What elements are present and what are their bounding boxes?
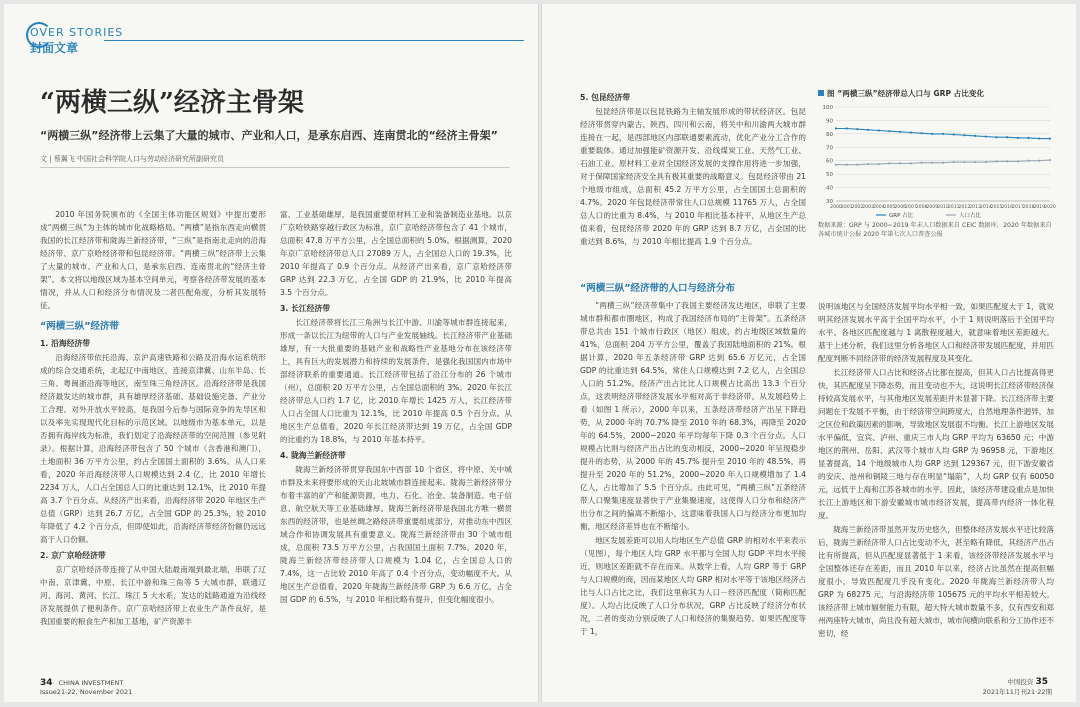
matching-paragraph: 说明该地区与全国经济发展平均水平相一致，如果匹配度大于 1，就说明其经济发展水平高于全国平均水平，小于 1 则说明落后于全国平均水平。各地区匹配度越与 1 离散程度越大，就意味着地区差距越大。基于上述分析，我们这里分析各地区人口和经济带发展匹配度，并用匹配度判断不同经济带的经济发展程度及其变化。 [818, 302, 1054, 363]
y-tick-label: 100 [822, 105, 833, 111]
data-point [942, 162, 944, 164]
left-column-2 [280, 208, 512, 607]
right-column-3 [818, 300, 1054, 641]
byline-divider [40, 167, 510, 168]
brand-english: OVER STORIES [30, 26, 124, 39]
data-point [910, 162, 912, 164]
data-point [985, 161, 987, 163]
distribution-paragraph-2: 地区发展差距可以用人均地区生产总值 GRP 的相对水平来表示（见图），每个地区人均 GRP 水平都与全国人均 GDP 平均水平接近，则地区差距就不存在而来。从数学上看，人均 GRP 等于 GRP 与人口规模的商，因而某地区人均 GRP 相对水平等于该地区经济占比与人口占比之比，我们这里称其为人口－经济匹配度（简称匹配度）。人均占比反映了人口分布状况，GRP 占比反映了经济分布状况，二者的变动分别反映了人口和经济的集聚趋势。如果匹配度等于 1， [580, 536, 806, 636]
data-point [888, 130, 890, 132]
data-point [835, 164, 837, 166]
x-tick-label: 2018 [1022, 205, 1035, 210]
subheading-baokun: 5. 包昆经济带 [580, 93, 631, 102]
data-point [921, 132, 923, 134]
left-magazine-name: CHINA INVESTMENT [58, 679, 124, 687]
x-tick-label: 2015 [990, 205, 1003, 210]
data-point [931, 133, 933, 135]
data-point [1049, 137, 1051, 139]
x-tick-label: 2002 [851, 205, 864, 210]
data-point [888, 162, 890, 164]
article-byline: 文 | 蔡翼飞 中国社会科学院人口与劳动经济研究所副研究员 [40, 155, 225, 163]
left-page-number: 34 [40, 678, 53, 688]
baokun-paragraph: 包昆经济带是以包昆铁路为主轴发展形成的带状经济区。包昆经济带贯穿内蒙古、陕西、四川和云南，将关中和川渝两大城市群连接在一起，是西部地区内部联通要素流动，优化产业分工合作的重要载体。通过加强能矿资源开发、沿线煤炭工业、天然气工业、石油工业、原材料工业对全国经济发展的支撑作用将进一步加强，对于保障国家经济安全具有极其重要的战略意义。包昆经济带由 21 个地级市组成，总面积 45.2 万平方公里，占全国国土总面积的 4.7%。2020 年包昆经济带常住人口总规模 11765 万人，占全国总人口的比重为 8.4%，与 2010 年相比基本持平，从地区生产总值来看，包昆经济带 2020 年的 GRP 达到 8.7 万亿，占全国的比重达到 8.6%，与 2010 年相比提高 1.9 个百分点。 [580, 107, 806, 246]
x-tick-label: 2007 [905, 205, 917, 210]
subheading-jingguang: 2. 京广京哈经济带 [40, 551, 106, 560]
data-point [931, 162, 933, 164]
longhai-paragraph: 陇海兰新经济带贯穿我国东中西部 10 个省区，将中原、关中城市群及未来将要形成的天山北坡城市群连接起来。陇海兰新经济带分布着丰富的矿产和能源资源，电力、石化、冶金、装备制造、电子信息、航空航天等工业基础雄厚。陇海兰新经济带是我国北方唯一横贯东西的经济带，也是丝绸之路经济带重要组成部分，对推动东中西区域合作和协调发展具有重要意义。陇海兰新经济带由 30 个城市组成，总面积 73.5 万平方公里，占我国国土面积 7.7%。2020 年，陇海兰新经济带经济带人口规模为 1.04 亿，占全国总人口的 7.4%，这一占比较 2010 年高了 0.4 个百分点，变动幅度不大。从地区生产总值看，2020 年陇海兰新经济带 GRP 为 6.6 万亿，占全国 GDP 的 6.5%，与 2010 年相比略有提升，但变化幅度很小。 [280, 465, 512, 604]
y-tick-label: 70 [826, 145, 833, 152]
x-tick-label: 2013 [969, 205, 981, 210]
figure-title [818, 88, 1054, 99]
right-page-number: 35 [1035, 677, 1048, 687]
subheading-longhai: 4. 陇海兰新经济带 [280, 451, 346, 460]
data-point [856, 128, 858, 130]
x-tick-label: 2004 [872, 205, 885, 210]
distribution-paragraph-1: “两横三纵”经济带集中了我国主要经济发达地区，串联了主要城市群和都市圈地区，构成了我国经济布局的“主骨架”。五条经济带总共由 151 个城市行政区（地区）组成，约占地级区域数量的 41%，总面积 204 万平方公里，覆盖了我国陆地面积的 21%。根据计算，2020 年五条经济带 GRP 达到 65.6 万亿元，占全国 GDP 的比重达到 64.5%，常住人口规模达到 7.2 亿人，占全国总人口的 51.2%。经济产出占比比人口规模占比高出 13.3 个百分点，这表明经济带经济发展水平相对高于非经济带。从发展趋势上看（如图 1 所示），2000 年以来，五条经济带经济产出呈下降趋势，从 2000 年的 70.7% 降至 2010 年的 68.3%，再降至 2020 年的 64.5%，2000~2020 年平均每年下降 0.3 个百分点。人口规模占比则与经济产出占比的变动相反，2000~2020 年呈现稳步提升的态势，从 2000 年的 45.7% 提升至 2010 年的 48.5%，再提升至 2020 年的 51.2%，2000~2020 年人口规模增加了 1.4 亿人，占比增加了 5.5 个百分点。由此可见，“两横三纵”五条经济带人口聚集速度显著快于产业集聚速度，这使得人口分布和经济产出分布之间的偏离不断缩小，这意味着我国人口与经济分布更加均衡，地区经济差异也在不断缩小。 [580, 301, 806, 531]
x-tick-label: 2000 [830, 205, 842, 210]
data-point [835, 127, 837, 129]
x-tick-label: 2006 [894, 205, 907, 210]
brand-chinese: 封面文章 [30, 41, 79, 55]
right-page [542, 4, 1076, 702]
subheading-yangtze: 3. 长江经济带 [280, 304, 331, 313]
figure [818, 88, 1054, 239]
data-point [846, 164, 848, 166]
data-point [867, 129, 869, 131]
figure-title-text: 图 “两横三纵”经济带总人口与 GRP 占比变化 [827, 89, 985, 98]
data-point [899, 162, 901, 164]
data-point [963, 161, 965, 163]
article-title: “两横三纵”经济主骨架 [40, 88, 304, 118]
data-point [1028, 137, 1030, 139]
data-point [856, 164, 858, 166]
intro-paragraph: 2010 年国务院颁布的《全国主体功能区规划》中提出要形成“两横三纵”为主体的城市化战略格局。“两横”是指东西走向横贯我国的长江经济带和陇海兰新经济带，“三纵”是指南北走向的沿海经济带、京广京哈经济带和包昆经济带。“两横三纵”经济带上云集了大量的城市、产业和人口，是承东启西、连南贯北的“经济主骨架”。本文将以地级区域为基本空间单元，考察各经济带发展的基本情况，并从人口和经济分布情况及二者匹配角度，分析其发展特征。 [40, 210, 266, 310]
section-heading-belts: “两横三纵”经济带 [40, 321, 119, 332]
left-page [4, 4, 538, 702]
x-tick-label: 2019 [1033, 205, 1046, 210]
data-point [899, 131, 901, 133]
data-point [963, 134, 965, 136]
data-point [1017, 137, 1019, 139]
x-tick-label: 2017 [1012, 205, 1024, 210]
data-point [974, 135, 976, 137]
data-point [878, 163, 880, 165]
y-tick-label: 80 [826, 131, 833, 138]
figure-marker-icon [818, 90, 824, 96]
longhai-analysis-paragraph: 陇海兰新经济带虽然开发历史悠久，但整体经济发展水平还比较落后，陇海兰新经济带人口占比变动不大，甚至略有降低，其经济产出占比有所提高，但从匹配度显著低于 1 来看，该经济带经济发展水平与全国整体还存在差距，而且 2010 年以来，经济占比虽然在提高但幅度很小，导致匹配度几乎没有变化。2020 年陇海兰新经济带人均 GRP 为 68275 元，与沿海经济带 105675 元的平均水平相差较大。该经济带上城市辐射能力有限，超大特大城市数量不多，仅有西安和郑州两座特大城市，尚且没有超大城市，城市间横向联系和分工协作还不密切，经 [818, 525, 1054, 638]
left-issue: Issue21-22, November 2021 [40, 688, 133, 696]
jingguang-paragraph: 京广京哈经济带连接了从中国大陆最南端到最北端，串联了辽中南、京津冀、中原、长江中游和珠三角等 5 大城市群，联通辽河、海河、黄河、长江、珠江 5 大水系，发达的陆路通道为沿线经济发展提供了便利条件。京广京哈经济带上农业生产条件良好，是我国重要的粮食生产和加工基地，矿产资源丰 [40, 565, 266, 626]
y-tick-label: 50 [826, 172, 833, 179]
x-tick-label: 2005 [883, 205, 896, 210]
data-point [846, 127, 848, 129]
data-point [953, 161, 955, 163]
y-tick-label: 90 [826, 118, 833, 125]
x-tick-label: 2008 [915, 205, 928, 210]
brand-ring-icon [26, 22, 52, 48]
subheading-coastal: 1. 沿海经济带 [40, 339, 91, 348]
right-issue: 2021年11月刊21·22期 [982, 688, 1052, 696]
x-tick-label: 2009 [926, 205, 939, 210]
data-point [1038, 160, 1040, 162]
data-point [1038, 137, 1040, 139]
figure-source-note: 数据来源：GRP 与 2000~2019 年末人口数据来自 CEIC 数据库，2020 年数据来自各城市统计公报 2020 年第七次人口普查公报 [818, 222, 1052, 238]
x-tick-label: 2010 [937, 205, 949, 210]
data-point [953, 133, 955, 135]
x-tick-label: 2016 [1001, 205, 1014, 210]
y-tick-label: 60 [826, 158, 833, 165]
data-point [878, 129, 880, 131]
data-point [1017, 160, 1019, 162]
data-point [995, 160, 997, 162]
x-tick-label: 2014 [979, 205, 992, 210]
data-point [867, 163, 869, 165]
legend-label: 人口占比 [959, 213, 982, 219]
section-brand [30, 26, 123, 56]
data-point [1028, 160, 1030, 162]
data-point [921, 162, 923, 164]
legend-label: GRP 占比 [889, 213, 914, 219]
x-tick-label: 2003 [862, 205, 874, 210]
x-tick-label: 2012 [958, 205, 971, 210]
right-column-2 [580, 274, 806, 639]
x-tick-label: 2020 [1044, 205, 1056, 210]
data-point [1049, 159, 1051, 161]
yangtze-paragraph: 长江经济带将长江三角洲与长江中游、川渝等城市群连接起来，形成一条以长江为纽带的人口与产业发展轴线。长江经济带产业基础雄厚，有一大批重要的基础产业和战略性产业基地分布在该经济带上，具有巨大的发展潜力和持续的发展条件，是强化我国国内市场中部经济联系的重要通道。长江经济带包括了沿江分布的 26 个城市（州），总面积 20 万平方公里，占全国总面积的 3%。2020 年长江经济带总人口约 1.7 亿，比 2010 年增长 1425 万人，长江经济带人口占全国人口比重为 12.1%，比 2010 年提高 0.5 个百分点。从地区生产总值看，2020 年长江经济带达到 19 万亿，占全国 GDP 的比重约为 18.8%，与 2010 年基本持平。 [280, 318, 512, 444]
data-point [974, 161, 976, 163]
coastal-paragraph: 沿海经济带依托沿海、京沪高速铁路和公路及沿海水运系统形成的综合交通系统，北起辽中南地区，连接京津冀、山东半岛、长三角、粤闽浙沿海等地区，南至珠三角经济区。沿海经济带是我国经济最发达的城市群，具有雄厚经济基础、基础设施完备、产业分工合理、对外开放水平较高，是我国今后参与国际竞争的先导区和以及率先实现现代化目标的示范区域。以地级市为基本单元，以是否拥有海岸线为标准，我们划定了沿海经济带的空间范围（参见附录）。根据计算，沿海经济带包含了 50 个城市（含香港和澳门），土地面积 36 万平方公里，约占全国国土面积的 3.6%。从人口来看，2020 年沿海经济带人口规模达到 2.4 亿，比 2010 年增长 2234 万人，人口占全国总人口的比重达到 12.1%，比 2010 年提高 3.7 个百分点。从经济产出来看，沿海经济带 2020 年地区生产总值（GRP）达到 26.7 万亿，占全国 GDP 的 25.3%，较 2010 年降低了 4.2 个百分点，但即使如此，沿海经济带经济份额仍远远高于人口份额。 [40, 353, 266, 544]
y-tick-label: 40 [826, 185, 833, 192]
x-tick-label: 2001 [840, 205, 853, 210]
right-column-1 [580, 88, 806, 249]
left-footer [40, 678, 132, 696]
section-heading-distribution: “两横三纵”经济带的人口与经济分布 [580, 283, 735, 294]
data-point [910, 131, 912, 133]
y-tick-label: 30 [826, 199, 833, 205]
right-footer [983, 677, 1052, 696]
yangtze-analysis-paragraph: 长江经济带人口占比和经济占比都在提高，但其人口占比提高得更快，其匹配度呈下降态势，而且变动也不大，这说明长江经济带经济保持较高发展水平，与其他地区发展差距并未显著下降。长江经济带主要问题在于发展不平衡，由于经济带空间跨度大，自然地理条件迥异，加之区位和政策因素的影响，导致地区发展很不均衡。长江上游地区发展水平偏低，宜宾、泸州、重庆三市人均 GRP 平均为 63650 元；中游地区的荆州、岳阳、武汉等个城市人均 GRP 为 96958 元，下游地区显著提高，14 个地级城市人均 GRP 达到 129367 元，但下游安徽省的安庆、池州和铜陵三地与存在明显“塌陷”，人均 GRP 仅有 60050 元，远低于上海和江苏各城市的水平。因此，该经济带建设重点是加快长江上游地区和下游安徽城市城市经济发展，提高带内经济一体化程度。 [818, 368, 1054, 520]
data-point [995, 136, 997, 138]
data-point [1006, 136, 1008, 138]
header-divider [104, 40, 524, 41]
data-point [1006, 160, 1008, 162]
left-column-1 [40, 208, 266, 629]
article-lead: “两横三纵”经济带上云集了大量的城市、产业和人口，是承东启西、连南贯北的“经济主骨架” [40, 129, 498, 142]
right-magazine-name: 中国投资 [1007, 678, 1034, 686]
data-point [985, 135, 987, 137]
x-tick-label: 2011 [947, 205, 960, 210]
data-point [942, 133, 944, 135]
jingguang-continued: 富、工业基础雄厚，是我国重要原材料工业和装备制造业基地。以京广京哈铁路穿越行政区为标准，京广京哈经济带包含了 41 个城市，总面积 47.8 万平方公里，占全国总面积的 5.0%。根据测算，2020 年京广京哈经济带总人口 27089 万人，占全国总人口的 19.3%，比 2010 年提高了 0.9 个百分点。从经济产出来看，京广京哈经济带 GRP 达到 22.3 万亿，占全国 GDP 的 21.9%，比 2010 年提高 3.5 个百分点。 [280, 210, 512, 297]
population-grp-chart [818, 99, 1054, 221]
